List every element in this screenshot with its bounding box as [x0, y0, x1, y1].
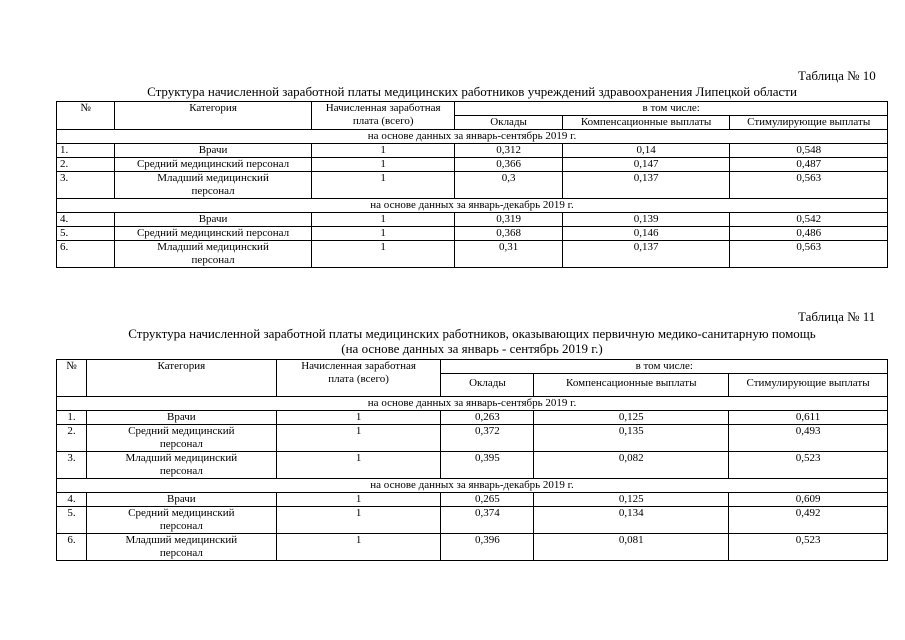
header-salary: Оклады	[455, 116, 562, 130]
row-comp: 0,125	[534, 411, 729, 425]
row-salary: 0,263	[441, 411, 534, 425]
header-including: в том числе:	[441, 360, 888, 374]
header-salary: Оклады	[441, 374, 534, 397]
table11	[56, 359, 888, 561]
table10-title: Структура начисленной заработной платы медицинских работников учреждений здравоохранения Липецкой области	[147, 84, 797, 99]
row-stim: 0,548	[730, 144, 888, 158]
row-total: 1	[311, 158, 455, 172]
row-salary: 0,395	[441, 452, 534, 479]
row-category-line2: персонал	[159, 438, 203, 450]
header-total-line2: плата (всего)	[352, 115, 414, 127]
row-total: 1	[276, 507, 441, 534]
row-category-line1: Средний медицинский	[128, 425, 235, 437]
row-salary: 0,374	[441, 507, 534, 534]
row-total: 1	[276, 411, 441, 425]
table-row	[57, 507, 888, 534]
row-stim: 0,563	[730, 241, 888, 268]
row-category	[86, 452, 276, 479]
row-comp: 0,125	[534, 493, 729, 507]
row-category	[115, 241, 312, 268]
table-row	[57, 425, 888, 452]
row-num: 2.	[57, 425, 87, 452]
header-total	[276, 360, 441, 397]
row-total: 1	[276, 534, 441, 561]
header-category: Категория	[86, 360, 276, 397]
row-category	[86, 507, 276, 534]
header-comp: Компенсационные выплаты	[562, 116, 730, 130]
row-stim: 0,609	[729, 493, 888, 507]
row-total: 1	[311, 172, 455, 199]
row-total: 1	[311, 144, 455, 158]
table-row	[57, 158, 888, 172]
row-category-line1: Младший медицинский	[125, 534, 238, 546]
row-comp: 0,134	[534, 507, 729, 534]
row-category	[115, 172, 312, 199]
header-num: №	[57, 360, 87, 397]
row-category: Врачи	[115, 144, 312, 158]
row-category-line1: Младший медицинский	[157, 241, 269, 253]
row-category-line1: Младший медицинский	[157, 172, 269, 184]
header-total-line2: плата (всего)	[328, 373, 389, 385]
row-comp: 0,137	[562, 241, 730, 268]
row-comp: 0,147	[562, 158, 730, 172]
row-salary: 0,265	[441, 493, 534, 507]
row-total: 1	[276, 452, 441, 479]
row-category-line2: персонал	[191, 254, 235, 266]
header-comp: Компенсационные выплаты	[534, 374, 729, 397]
row-salary: 0,31	[455, 241, 562, 268]
row-stim: 0,542	[730, 213, 888, 227]
row-stim: 0,523	[729, 452, 888, 479]
row-num: 6.	[57, 241, 115, 268]
table11-title	[56, 326, 888, 356]
table-row	[57, 172, 888, 199]
row-total: 1	[311, 241, 455, 268]
header-total-line1: Начисленная заработная	[301, 360, 416, 372]
row-num: 4.	[57, 493, 87, 507]
row-salary: 0,3	[455, 172, 562, 199]
row-category-line2: персонал	[191, 185, 235, 197]
row-category	[86, 534, 276, 561]
row-comp: 0,139	[562, 213, 730, 227]
table-row	[57, 144, 888, 158]
row-category-line2: персонал	[159, 465, 203, 477]
row-salary: 0,366	[455, 158, 562, 172]
table-row	[57, 213, 888, 227]
header-total	[311, 102, 455, 130]
table11-section-1	[57, 397, 888, 479]
section-title: на основе данных за январь-декабрь 2019 г.	[57, 479, 888, 493]
row-num: 5.	[57, 507, 87, 534]
row-stim: 0,492	[729, 507, 888, 534]
row-total: 1	[311, 227, 455, 241]
row-category-line1: Средний медицинский	[128, 507, 235, 519]
row-num: 1.	[57, 144, 115, 158]
row-salary: 0,372	[441, 425, 534, 452]
row-salary: 0,319	[455, 213, 562, 227]
row-num: 1.	[57, 411, 87, 425]
row-category-line2: персонал	[159, 547, 203, 559]
row-stim: 0,493	[729, 425, 888, 452]
row-comp: 0,082	[534, 452, 729, 479]
row-num: 3.	[57, 172, 115, 199]
row-comp: 0,135	[534, 425, 729, 452]
row-salary: 0,396	[441, 534, 534, 561]
section-title: на основе данных за январь-сентябрь 2019 г.	[57, 397, 888, 411]
row-stim: 0,611	[729, 411, 888, 425]
table-row	[57, 493, 888, 507]
row-total: 1	[276, 425, 441, 452]
header-num: №	[57, 102, 115, 130]
row-category: Врачи	[86, 493, 276, 507]
table10-section-2	[57, 199, 888, 268]
row-category-line1: Младший медицинский	[125, 452, 238, 464]
row-comp: 0,146	[562, 227, 730, 241]
table-row	[57, 452, 888, 479]
table-row	[57, 411, 888, 425]
row-category	[86, 425, 276, 452]
row-category-line2: персонал	[159, 520, 203, 532]
table11-title-line1: Структура начисленной заработной платы медицинских работников, оказывающих первичную медико-санитарную помощь	[128, 326, 816, 341]
row-category: Средний медицинский персонал	[115, 158, 312, 172]
header-category: Категория	[115, 102, 312, 130]
section-title: на основе данных за январь-декабрь 2019 г.	[57, 199, 888, 213]
row-stim: 0,523	[729, 534, 888, 561]
row-num: 5.	[57, 227, 115, 241]
table11-section-2	[57, 479, 888, 561]
row-total: 1	[311, 213, 455, 227]
table-row	[57, 241, 888, 268]
table11-title-line2: (на основе данных за январь - сентябрь 2019 г.)	[341, 341, 603, 356]
table10	[56, 101, 888, 268]
row-category: Врачи	[115, 213, 312, 227]
row-stim: 0,487	[730, 158, 888, 172]
row-stim: 0,486	[730, 227, 888, 241]
row-num: 6.	[57, 534, 87, 561]
table10-label: Таблица № 10	[798, 68, 876, 83]
row-comp: 0,081	[534, 534, 729, 561]
row-num: 2.	[57, 158, 115, 172]
header-including: в том числе:	[455, 102, 888, 116]
row-salary: 0,312	[455, 144, 562, 158]
row-num: 3.	[57, 452, 87, 479]
row-total: 1	[276, 493, 441, 507]
header-stim: Стимулирующие выплаты	[730, 116, 888, 130]
table-row	[57, 534, 888, 561]
row-category: Врачи	[86, 411, 276, 425]
row-category: Средний медицинский персонал	[115, 227, 312, 241]
row-stim: 0,563	[730, 172, 888, 199]
header-stim: Стимулирующие выплаты	[729, 374, 888, 397]
row-salary: 0,368	[455, 227, 562, 241]
section-title: на основе данных за январь-сентябрь 2019 г.	[57, 130, 888, 144]
table-row	[57, 227, 888, 241]
table11-label: Таблица № 11	[798, 309, 876, 324]
row-num: 4.	[57, 213, 115, 227]
table10-section-1	[57, 130, 888, 199]
row-comp: 0,14	[562, 144, 730, 158]
row-comp: 0,137	[562, 172, 730, 199]
header-total-line1: Начисленная заработная	[325, 102, 441, 114]
